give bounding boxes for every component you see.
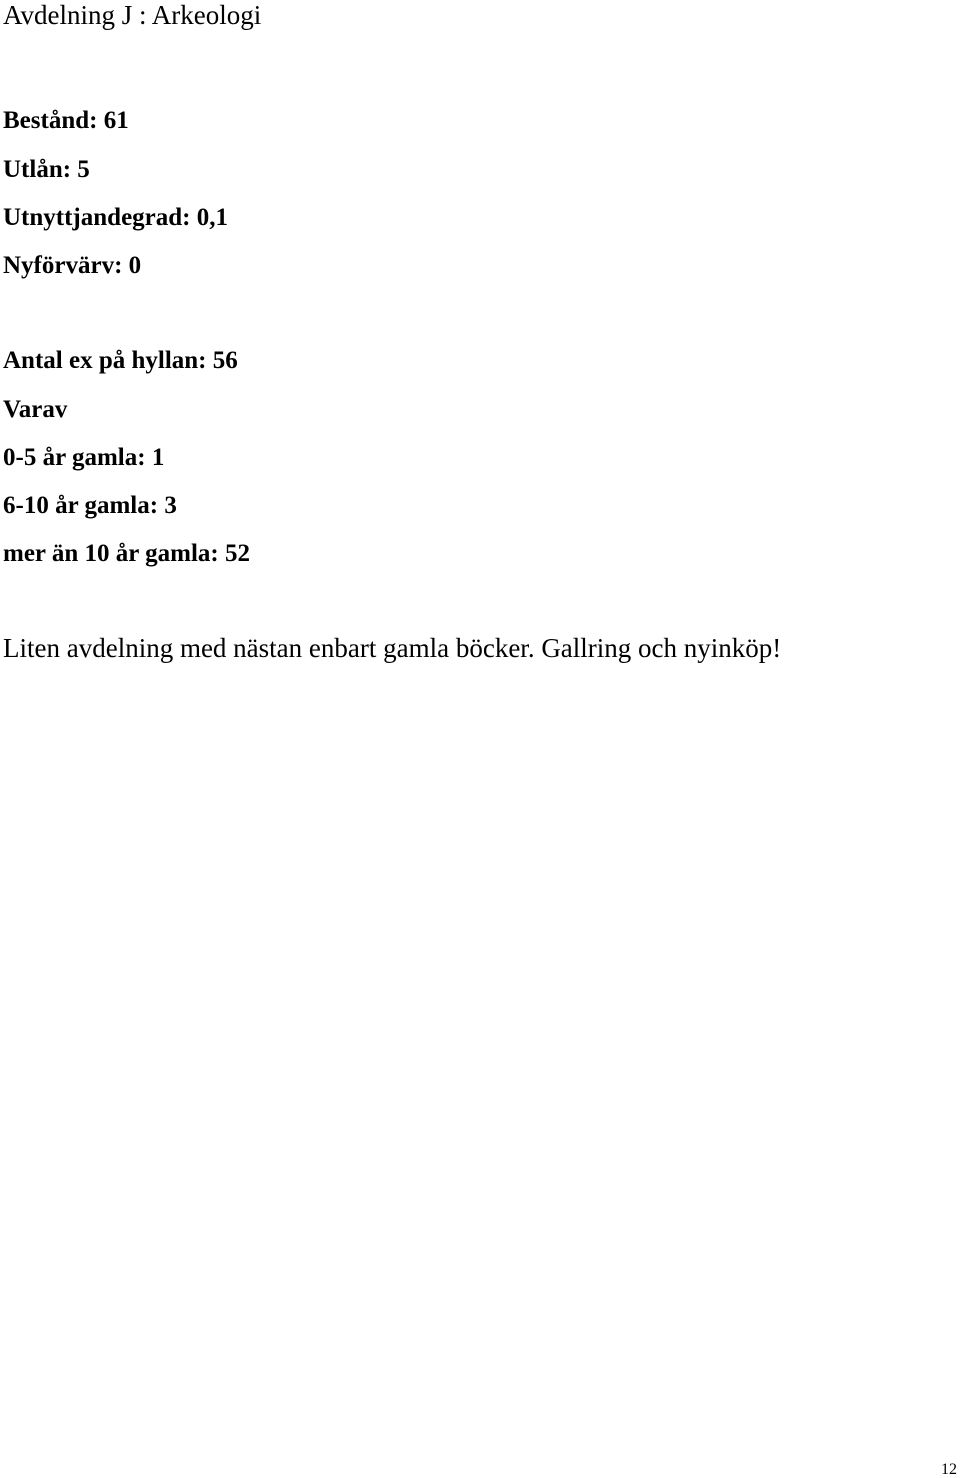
stat-utlan: Utlån: 5 <box>3 156 90 183</box>
shelf-count: Antal ex på hyllan: 56 <box>3 347 238 374</box>
shelf-varav: Varav <box>3 396 68 423</box>
page-title: Avdelning J : Arkeologi <box>3 0 262 30</box>
stat-bestand: Bestånd: 61 <box>3 107 129 134</box>
page-number: 12 <box>941 1461 957 1478</box>
shelf-age-0-5: 0-5 år gamla: 1 <box>3 444 165 471</box>
shelf-age-over-10: mer än 10 år gamla: 52 <box>3 540 250 567</box>
comment-text: Liten avdelning med nästan enbart gamla böcker. Gallring och nyinköp! <box>3 633 782 663</box>
shelf-age-6-10: 6-10 år gamla: 3 <box>3 492 177 519</box>
stat-utnyttjandegrad: Utnyttjandegrad: 0,1 <box>3 204 228 231</box>
stat-nyforvarv: Nyförvärv: 0 <box>3 252 142 279</box>
